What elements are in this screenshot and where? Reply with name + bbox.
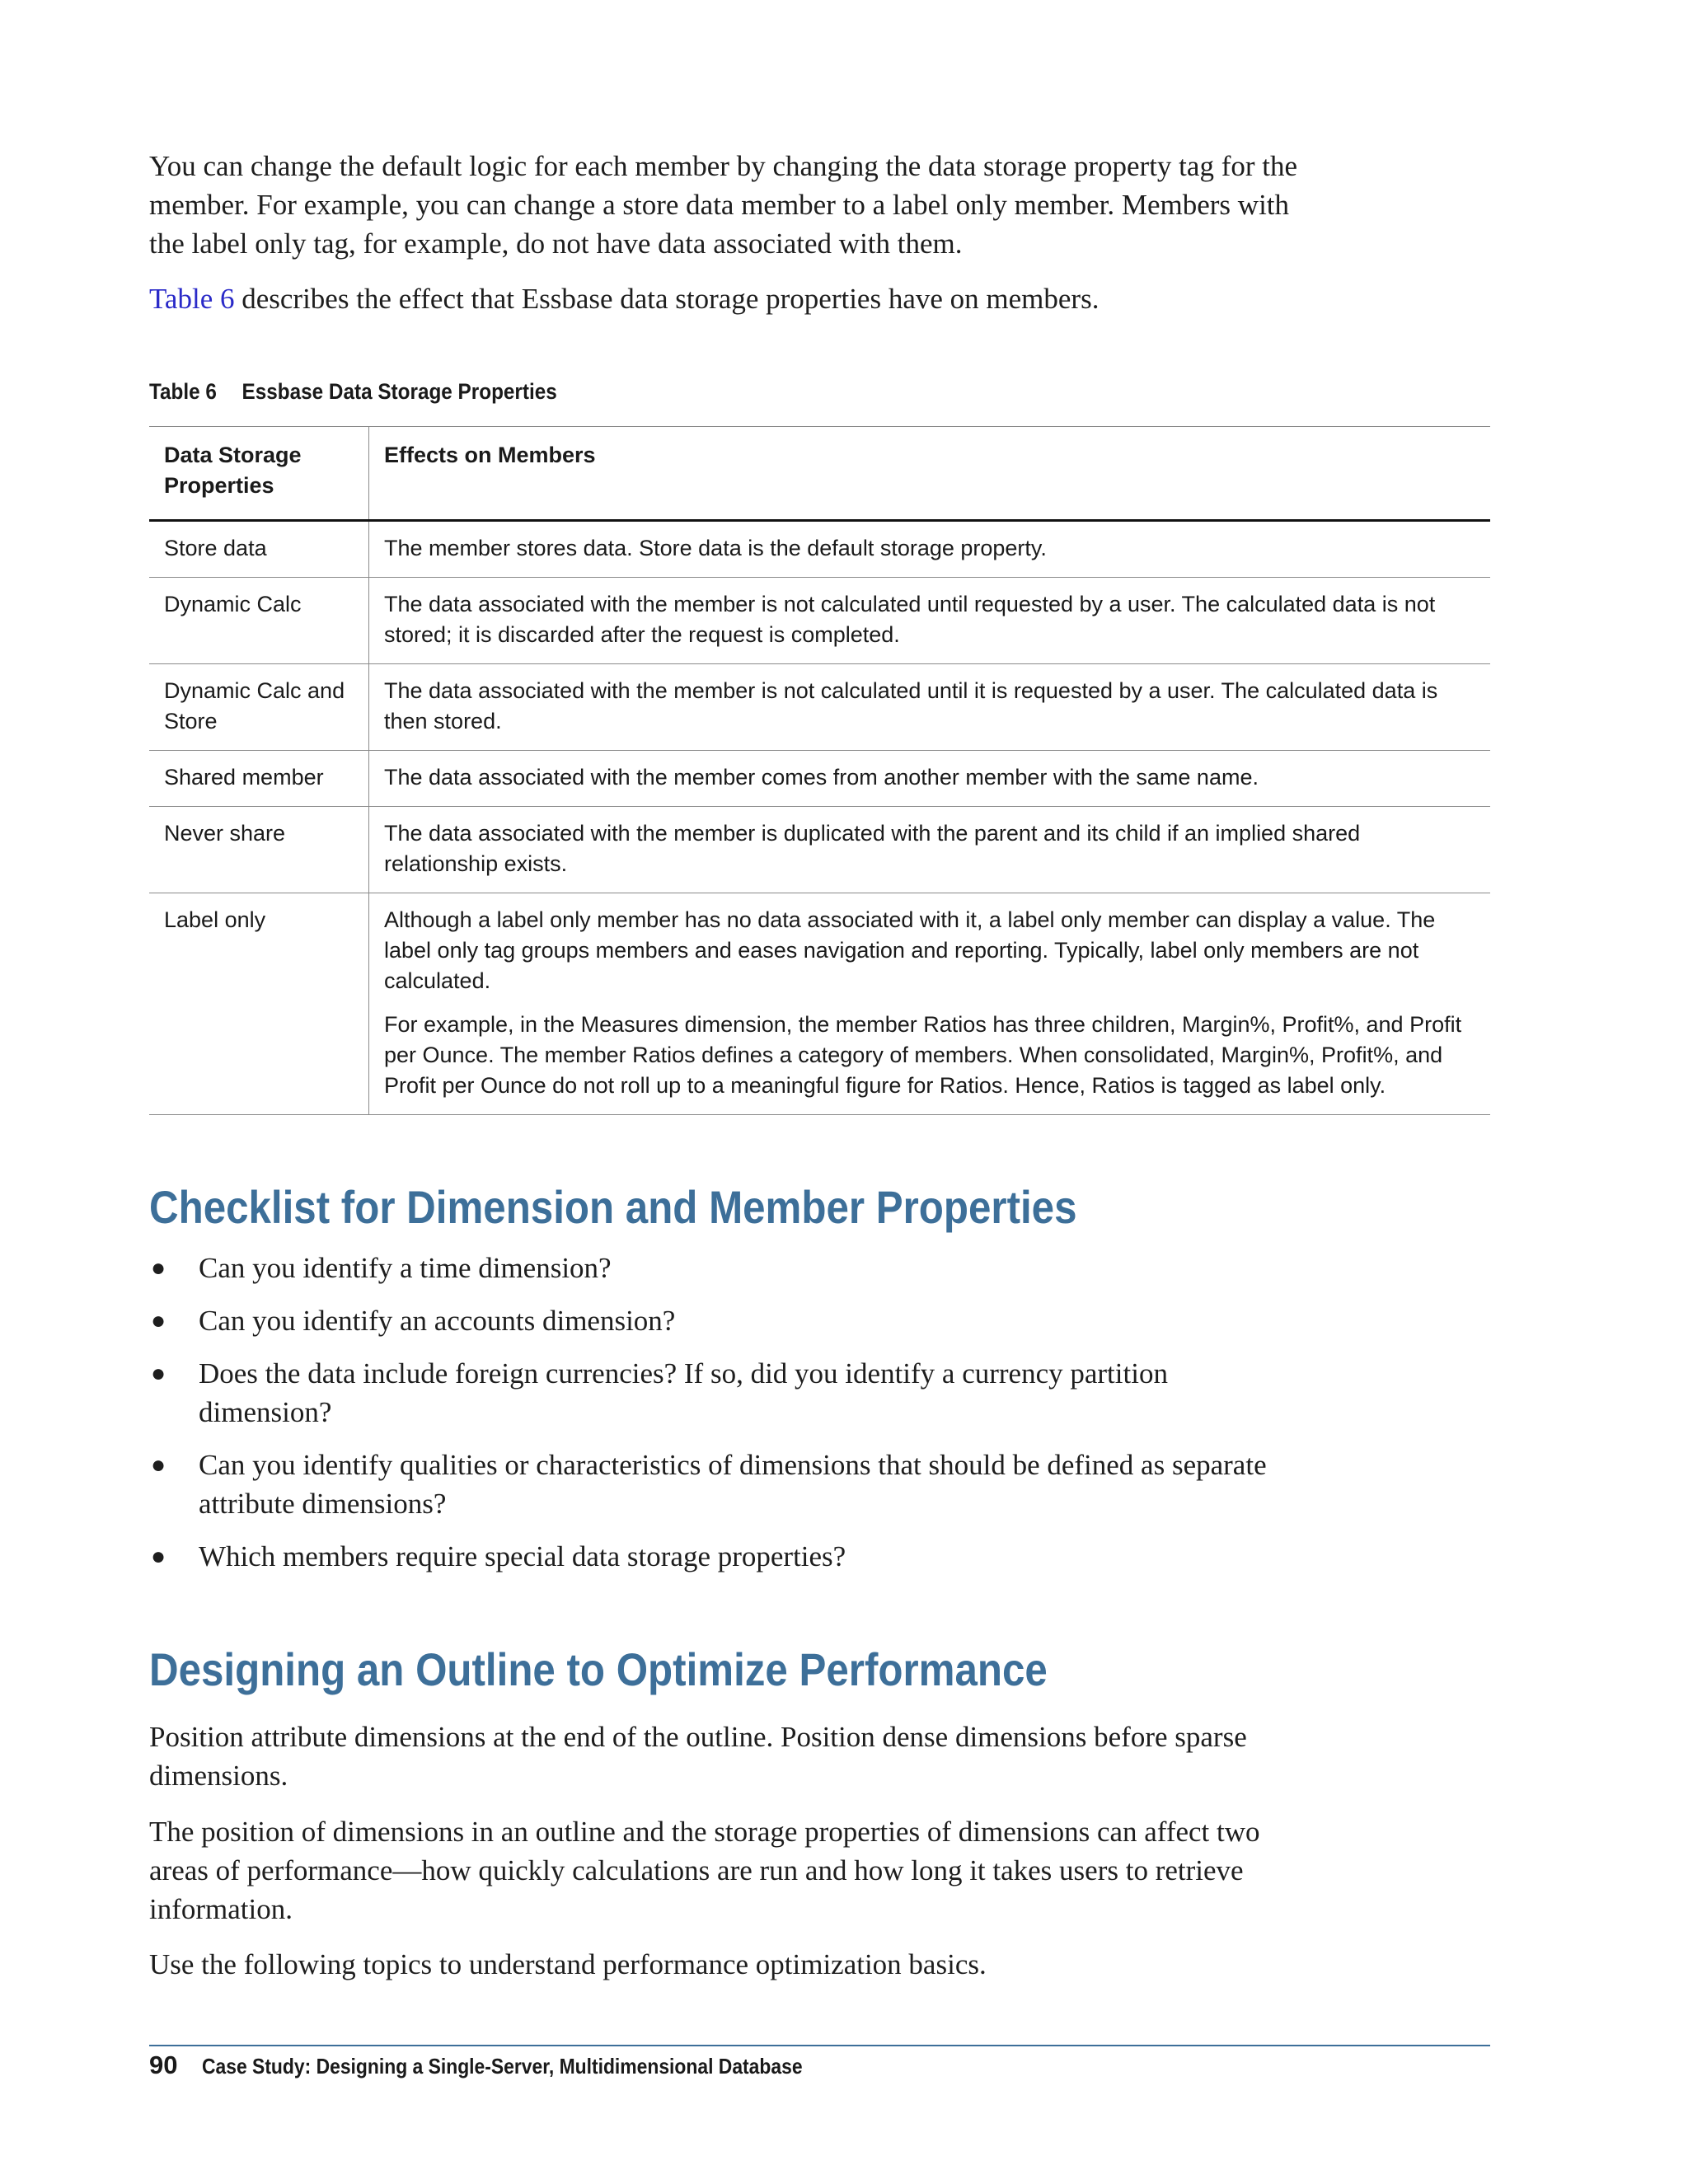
page-footer: [149, 2050, 884, 2080]
outline-heading: Designing an Outline to Optimize Performance: [149, 1643, 1048, 1695]
effects-text: The data associated with the member is not calculated until it is requested by a user. The calculated data is then stored.: [384, 678, 1438, 733]
effects-text: The data associated with the member comes from another member with the same name.: [384, 765, 1259, 790]
list-item: [149, 1446, 1303, 1523]
data-storage-properties-table: [149, 426, 1490, 1115]
effects-cell: [369, 807, 1491, 893]
intro-paragraph: You can change the default logic for each member by changing the data storage property tag for the member. For example, you can change a store data member to a label only member. Members with the label only tag, for example, do not have data associated with them.: [149, 150, 1298, 260]
table-row: [149, 751, 1490, 807]
effects-text: The member stores data. Store data is the default storage property.: [384, 536, 1047, 560]
property-cell: Dynamic Calc and Store: [149, 664, 369, 751]
table-row: [149, 807, 1490, 893]
effects-cell: [369, 893, 1491, 1115]
bullet-icon: ●: [151, 1254, 166, 1282]
table-row: [149, 664, 1490, 751]
list-item-text: Does the data include foreign currencies? If so, did you identify a currency partition dimension?: [199, 1357, 1168, 1428]
list-item: [149, 1301, 1303, 1340]
effects-text: For example, in the Measures dimension, the member Ratios has three children, Margin%, Profit%, and Profit per Ounce. The member Ratios defines a category of members. When consolidated, Margin%, Profit%, and Profit per Ounce do not roll up to a meaningful figure for Ratios. Hence, Ratios is tagged as label only.: [384, 1012, 1462, 1098]
table-header-row: [149, 427, 1490, 521]
list-item: [149, 1354, 1303, 1432]
effects-cell: [369, 521, 1491, 578]
property-cell: Never share: [149, 807, 369, 893]
bullet-icon: ●: [151, 1307, 166, 1334]
list-item-text: Can you identify an accounts dimension?: [199, 1305, 676, 1337]
property-cell: Shared member: [149, 751, 369, 807]
list-item-text: Which members require special data storage properties?: [199, 1540, 846, 1572]
list-item-text: Can you identify a time dimension?: [199, 1252, 612, 1284]
property-cell: Store data: [149, 521, 369, 578]
bullet-icon: ●: [151, 1360, 166, 1387]
bullet-icon: ●: [151, 1543, 166, 1570]
outline-paragraph-1: Position attribute dimensions at the end of the outline. Position dense dimensions before sparse dimensions.: [149, 1721, 1247, 1792]
table-caption: [149, 379, 557, 405]
page-number: 90: [149, 2050, 178, 2079]
effects-text: The data associated with the member is not calculated until requested by a user. The calculated data is not stored; it is discarded after the request is completed.: [384, 592, 1436, 647]
table-caption-number: Table 6: [149, 379, 217, 404]
table-reference-text: describes the effect that Essbase data storage properties have on members.: [234, 283, 1100, 315]
checklist: [149, 1249, 1303, 1590]
bullet-icon: ●: [151, 1451, 166, 1479]
list-item: [149, 1249, 1303, 1287]
table-row: [149, 578, 1490, 664]
property-cell: Dynamic Calc: [149, 578, 369, 664]
outline-paragraph-3: Use the following topics to understand performance optimization basics.: [149, 1948, 987, 1980]
header-data-storage-properties: Data Storage Properties: [149, 427, 369, 521]
effects-cell: [369, 578, 1491, 664]
outline-paragraph-2: The position of dimensions in an outline and the storage properties of dimensions can affect two areas of performance—how quickly calculations are run and how long it takes users to retrieve information.: [149, 1816, 1260, 1925]
property-cell: Label only: [149, 893, 369, 1115]
list-item: [149, 1537, 1303, 1576]
effects-text: Although a label only member has no data associated with it, a label only member can display a value. The label only tag groups members and eases navigation and reporting. Typically, label only members are not calculated.: [384, 907, 1436, 993]
effects-cell: [369, 664, 1491, 751]
header-effects-on-members: Effects on Members: [369, 427, 1491, 521]
table-6-link[interactable]: Table 6: [149, 283, 235, 315]
effects-text: The data associated with the member is duplicated with the parent and its child if an implied shared relationship exists.: [384, 821, 1361, 876]
table-caption-title: Essbase Data Storage Properties: [241, 379, 557, 404]
footer-title: Case Study: Designing a Single-Server, Multidimensional Database: [202, 2054, 804, 2079]
table-row: [149, 521, 1490, 578]
effects-cell: [369, 751, 1491, 807]
list-item-text: Can you identify qualities or characteristics of dimensions that should be defined as separate attribute dimensions?: [199, 1449, 1267, 1520]
table-row: [149, 893, 1490, 1115]
table-reference-paragraph: [149, 279, 1303, 318]
checklist-heading: Checklist for Dimension and Member Properties: [149, 1181, 1077, 1233]
footer-rule: [149, 2045, 1490, 2046]
